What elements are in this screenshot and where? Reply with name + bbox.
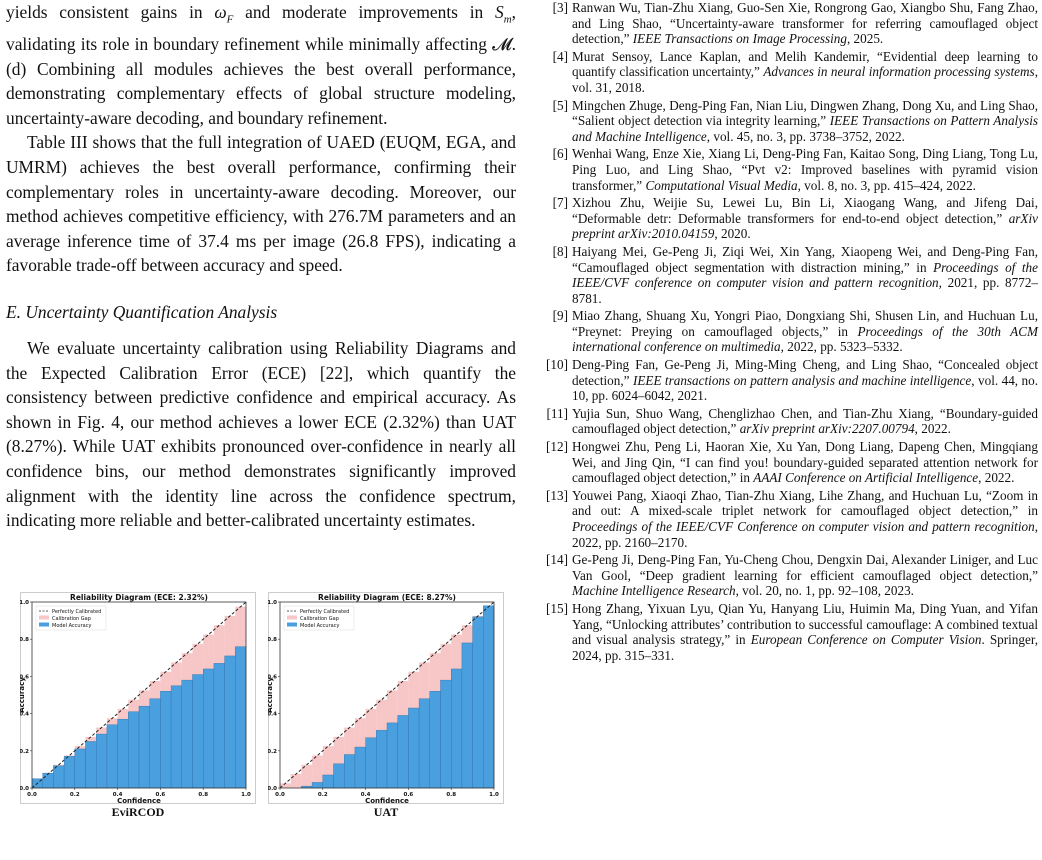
reference-venue: Proceedings of the IEEE/CVF Conference on computer vision and pattern recognition [572, 519, 1035, 534]
reference-item [540, 357, 1038, 404]
x-tick-label: 0.0 [27, 792, 37, 798]
reference-authors-title: Wenhai Wang, Enze Xie, Xiang Li, Deng-Ping Fan, Kaitao Song, Ding Liang, Tong Lu, Ping Luo, and Ling Shao, “Pvt v2: Improved baselines with pyramid vision transformer,” [572, 146, 1038, 193]
accuracy-bar [171, 686, 182, 788]
x-tick-label: 0.0 [275, 792, 285, 798]
reference-number: [10] [546, 357, 568, 373]
reference-venue: IEEE transactions on pattern analysis and machine intelligence [632, 372, 972, 388]
text-run: . (d) Combining all modules achieves the best overall performance, demonstrating complementary effects of global structure modeling, uncertainty-aware decoding, and boundary refinement. [6, 34, 516, 128]
x-tick-label: 1.0 [241, 792, 251, 798]
reference-venue: arXiv preprint arXiv:2207.00794 [739, 421, 915, 437]
paragraph-uncertainty: We evaluate uncertainty calibration using Reliability Diagrams and the Expected Calibration Error (ECE) [22], which quantify the consistency between predictive confidence and empirical accuracy. As shown in Fig. 4, our method achieves a lower ECE (2.32%) than UAT (8.27%). While UAT exhibits pronounced over-confidence in nearly all confidence bins, our method demonstrates significantly improved alignment with the identity line across the confidence spectrum, indicating more reliable and better-calibrated uncertainty estimates. [6, 338, 516, 531]
reference-number: [3] [552, 0, 568, 15]
accuracy-bar [398, 715, 409, 788]
reference-authors-title: Youwei Pang, Xiaoqi Zhao, Tian-Zhu Xiang, Lihe Zhang, and Huchuan Lu, “Zoom in and out: A mixed-scale triplet network for camouflaged object detection,” in [572, 487, 1038, 519]
calibration-gap-bar [462, 625, 473, 643]
reference-authors-title: Murat Sensoy, Lance Kaplan, and Melih Kandemir, “Evidential deep learning to quantify classification uncertainty,” [572, 48, 1038, 80]
accuracy-bar [75, 749, 86, 788]
reference-number: [6] [552, 146, 568, 162]
accuracy-bar [53, 766, 64, 788]
reference-item [540, 308, 1038, 355]
reference-authors-title: Yujia Sun, Shuo Wang, Chenglizhao Chen, and Tian-Zhu Xiang, “Boundary-guided camouflaged object detection,” [572, 405, 1038, 437]
text-run: and moderate improvements in [233, 2, 495, 22]
reference-number: [7] [552, 195, 568, 211]
section-heading: E. Uncertainty Quantification Analysis [6, 302, 278, 322]
reference-item [540, 439, 1038, 486]
reliability-chart-evircod [20, 592, 256, 804]
accuracy-bar [225, 656, 236, 788]
calibration-gap-bar [344, 728, 355, 755]
legend-swatch-gap [39, 616, 49, 620]
reference-number: [14] [546, 552, 568, 568]
accuracy-bar [462, 643, 473, 788]
y-tick-label: 0.0 [268, 786, 277, 792]
legend-label: Model Accuracy [300, 623, 340, 629]
y-tick-label: 0.2 [268, 748, 277, 755]
figure-caption-uat: UAT [373, 805, 399, 819]
accuracy-bar [43, 773, 54, 788]
calibration-gap-bar [75, 746, 86, 749]
calibration-gap-bar [214, 625, 225, 663]
x-tick-label: 0.2 [69, 792, 80, 798]
reference-venue: European Conference on Computer Vision [750, 632, 982, 648]
text-run: , validating its role in boundary refinement while minimally affecting [6, 2, 516, 55]
calibration-gap-bar [139, 690, 150, 706]
y-tick-label: 0.6 [20, 674, 29, 681]
reference-number: [9] [552, 308, 568, 324]
accuracy-bar [235, 647, 246, 788]
math-m: 𝓜 [492, 34, 512, 55]
calibration-gap-bar [86, 737, 97, 742]
y-axis-label: Accuracy [20, 677, 26, 713]
accuracy-bar [355, 747, 366, 788]
math-omega-f: $\omega_F$ [214, 2, 234, 26]
x-tick-label: 0.6 [403, 792, 414, 798]
left-column [6, 0, 516, 533]
reference-venue: Proceedings of the 30th ACM international conference on multimedia [572, 323, 1038, 355]
reference-item [540, 98, 1038, 145]
x-tick-label: 0.4 [360, 792, 371, 798]
reference-tail: , 2022, pp. 5323–5332. [780, 339, 903, 355]
reference-authors-title: Miao Zhang, Shuang Xu, Yongri Piao, Dongxiang Shi, Shusen Lin, and Huchuan Lu, “Preynet: Preying on camouflaged objects,” in [572, 308, 1038, 339]
reference-tail: , 2022. [914, 421, 951, 437]
reference-tail: , 2020. [714, 226, 751, 242]
chart-title: Reliability Diagram (ECE: 8.27%) [318, 593, 456, 602]
x-tick-label: 0.2 [317, 792, 328, 798]
accuracy-bar [86, 742, 97, 789]
reference-item [540, 488, 1038, 550]
y-tick-label: 0.8 [20, 637, 29, 644]
reference-authors-title: Hong Zhang, Yixuan Lyu, Qian Yu, Hanyang Liu, Huimin Ma, Ding Yuan, and Yifan Yang, “Unlocking attributes’ contribution to successful camouflage: A combined textual and visual analysis strategy,” in [572, 600, 1038, 648]
calibration-gap-bar [323, 746, 334, 775]
chart-title: Reliability Diagram (ECE: 2.32%) [70, 593, 208, 602]
calibration-gap-bar [182, 653, 193, 680]
y-tick-label: 1.0 [20, 600, 29, 606]
x-tick-label: 0.6 [155, 792, 166, 798]
reference-number: [8] [552, 243, 568, 259]
accuracy-bar [64, 756, 75, 788]
reference-item [540, 49, 1038, 96]
y-tick-label: 0.0 [20, 786, 29, 792]
calibration-gap-bar [128, 700, 139, 712]
reference-number: [4] [552, 48, 568, 64]
x-tick-label: 0.4 [112, 792, 123, 798]
reference-tail: , 2025. [846, 31, 884, 47]
reference-venue: arXiv preprint arXiv:2010.04159 [572, 210, 1038, 242]
calibration-gap-bar [280, 783, 291, 788]
y-tick-label: 0.6 [268, 674, 277, 681]
calibration-gap-bar [225, 616, 236, 656]
calibration-gap-bar [291, 774, 302, 788]
calibration-gap-bar [387, 690, 398, 723]
reference-authors-title: Ranwan Wu, Tian-Zhu Xiang, Guo-Sen Xie, Rongrong Gao, Xiangbo Shu, Fang Zhao, and Ling Shao, “Uncertainty-aware transformer for referring camouflaged object detection,” [572, 0, 1038, 47]
accuracy-bar [150, 699, 161, 788]
reference-venue: IEEE Transactions on Image Processing [632, 31, 847, 47]
y-tick-label: 0.8 [268, 637, 277, 644]
accuracy-bar [430, 691, 441, 788]
reference-number: [11] [546, 405, 568, 421]
y-tick-label: 0.4 [268, 711, 277, 718]
reference-number: [5] [552, 97, 568, 113]
chart-legend [284, 606, 354, 630]
accuracy-bar [419, 699, 430, 788]
accuracy-bar [344, 755, 355, 788]
accuracy-bar [334, 764, 345, 788]
accuracy-bar [366, 738, 377, 788]
x-tick-label: 1.0 [489, 792, 499, 798]
chart-legend [36, 606, 106, 630]
reference-number: [12] [546, 439, 568, 455]
accuracy-bar [451, 669, 462, 788]
reference-item [540, 244, 1038, 306]
reference-item [540, 146, 1038, 193]
reference-item [540, 406, 1038, 437]
reference-item [540, 0, 1038, 47]
accuracy-bar [323, 775, 334, 788]
calibration-gap-bar [235, 607, 246, 647]
paragraph-ablation-continued [6, 0, 516, 130]
y-axis-label: Accuracy [268, 677, 274, 713]
legend-label: Model Accuracy [52, 623, 92, 629]
calibration-gap-bar [150, 681, 161, 699]
legend-swatch-accuracy [287, 623, 297, 627]
reference-item [540, 195, 1038, 242]
calibration-gap-bar [419, 662, 430, 698]
reference-venue: Advances in neural information processing systems [763, 64, 1035, 80]
x-axis-label: Confidence [365, 797, 409, 804]
calibration-gap-bar [408, 672, 419, 708]
calibration-gap-bar [430, 653, 441, 691]
accuracy-bar [312, 782, 323, 788]
y-tick-label: 1.0 [268, 600, 277, 606]
accuracy-bar [483, 606, 494, 788]
accuracy-bar [160, 691, 171, 788]
reference-list [540, 0, 1038, 663]
legend-label: Calibration Gap [300, 616, 339, 622]
reference-venue: Machine Intelligence Research [572, 583, 736, 599]
reference-tail: , vol. 44, no. 10, pp. 6024–6042, 2021. [572, 372, 1039, 404]
x-axis-label: Confidence [117, 797, 161, 804]
accuracy-bar [441, 680, 452, 788]
accuracy-bar [139, 706, 150, 788]
reference-tail: , 2021, pp. 8772–8781. [572, 275, 1038, 306]
accuracy-bar [408, 708, 419, 788]
reference-authors-title: Deng-Ping Fan, Ge-Peng Ji, Ming-Ming Cheng, and Ling Shao, “Concealed object detection,” [572, 357, 1038, 388]
figure-4 [20, 592, 516, 820]
reference-venue: Computational Visual Media [645, 177, 798, 193]
accuracy-bar [376, 730, 387, 788]
x-tick-label: 0.8 [446, 792, 457, 798]
accuracy-bar [193, 675, 204, 788]
legend-swatch-accuracy [39, 623, 49, 627]
reference-tail: , 2022. [978, 470, 1015, 486]
calibration-gap-bar [398, 681, 409, 715]
reference-tail: . Springer, 2024, pp. 315–331. [572, 632, 1039, 663]
text-run: yields consistent gains in [6, 2, 215, 22]
accuracy-bar [128, 712, 139, 788]
accuracy-bar [96, 734, 107, 788]
calibration-gap-bar [334, 737, 345, 764]
legend-swatch-gap [287, 616, 297, 620]
reference-venue: IEEE Transactions on Pattern Analysis and Machine Intelligence [572, 113, 1038, 144]
x-tick-label: 0.8 [198, 792, 209, 798]
calibration-gap-bar [376, 700, 387, 731]
reliability-chart-uat [268, 592, 504, 804]
accuracy-bar [473, 617, 484, 788]
reference-authors-title: Haiyang Mei, Ge-Peng Ji, Ziqi Wei, Xin Yang, Xiaopeng Wei, and Deng-Ping Fan, “Camouflaged object segmentation with distraction mining,” in [572, 243, 1038, 275]
reference-item [540, 601, 1038, 663]
accuracy-bar [214, 663, 225, 788]
figure-caption-evircod: EviRCOD [111, 805, 165, 819]
calibration-gap-bar [118, 709, 129, 719]
reference-tail: , vol. 8, no. 3, pp. 415–424, 2022. [797, 177, 976, 193]
calibration-gap-bar [366, 709, 377, 738]
calibration-gap-bar [312, 755, 323, 782]
calibration-gap-bar [355, 718, 366, 747]
legend-label: Perfectly Calibrated [300, 609, 350, 615]
math-s-m: $S_m$ [494, 2, 512, 26]
reference-number: [15] [546, 600, 568, 616]
reference-item [540, 552, 1038, 599]
reference-tail: , 2022, pp. 2160–2170. [572, 519, 1038, 550]
accuracy-bar [387, 723, 398, 788]
reference-tail: , vol. 31, 2018. [572, 64, 1038, 95]
reference-venue: Proceedings of the IEEE/CVF conference on computer vision and pattern recognition [572, 259, 1038, 291]
legend-label: Calibration Gap [52, 616, 91, 622]
references-column [540, 0, 1038, 665]
legend-label: Perfectly Calibrated [52, 609, 102, 615]
reliability-panel-uat [268, 592, 504, 820]
paragraph-table-iii: Table III shows that the full integration of UAED (EUQM, EGA, and UMRM) achieves the best overall performance, confirming their complementary roles in uncertainty-aware decoding. Moreover, our method achieves competitive efficiency, with 276.7M parameters and an average inference time of 37.4 ms per image (26.8 FPS), indicating a favorable trade-off between accuracy and speed. [6, 132, 516, 276]
accuracy-bar [182, 680, 193, 788]
calibration-gap-bar [203, 635, 214, 669]
calibration-gap-bar [193, 644, 204, 675]
reference-venue: AAAI Conference on Artificial Intelligence [753, 470, 979, 486]
reference-authors-title: Hongwei Zhu, Peng Li, Haoran Xie, Xu Yan, Dong Liang, Dapeng Chen, Mingqiang Wei, and Jing Qin, “I can find you! boundary-guided separated attention network for camouflaged object detection,” in [572, 439, 1038, 486]
accuracy-bar [203, 669, 214, 788]
calibration-gap-bar [451, 635, 462, 669]
y-tick-label: 0.2 [20, 748, 29, 755]
reference-tail: , vol. 45, no. 3, pp. 3738–3752, 2022. [706, 128, 905, 144]
accuracy-bar [107, 725, 118, 788]
reference-number: [13] [546, 487, 568, 503]
reference-authors-title: Ge-Peng Ji, Deng-Ping Fan, Yu-Cheng Chou, Dengxin Dai, Alexander Liniger, and Luc Van Gool, “Deep gradient learning for efficient camouflaged object detection,” [572, 552, 1038, 583]
accuracy-bar [118, 719, 129, 788]
reference-tail: , vol. 20, no. 1, pp. 92–108, 2023. [735, 583, 914, 599]
calibration-gap-bar [441, 644, 452, 680]
y-tick-label: 0.4 [20, 711, 29, 718]
reference-authors-title: Xizhou Zhu, Weijie Su, Lewei Lu, Bin Li, Xiaogang Wang, and Jifeng Dai, “Deformable detr: Deformable transformers for end-to-end object detection,” [572, 195, 1038, 226]
reference-authors-title: Mingchen Zhuge, Deng-Ping Fan, Nian Liu, Dingwen Zhang, Dong Xu, and Ling Shao, “Salient object detection via integrity learning,” [572, 97, 1038, 129]
reliability-panel-evircod [20, 592, 256, 820]
